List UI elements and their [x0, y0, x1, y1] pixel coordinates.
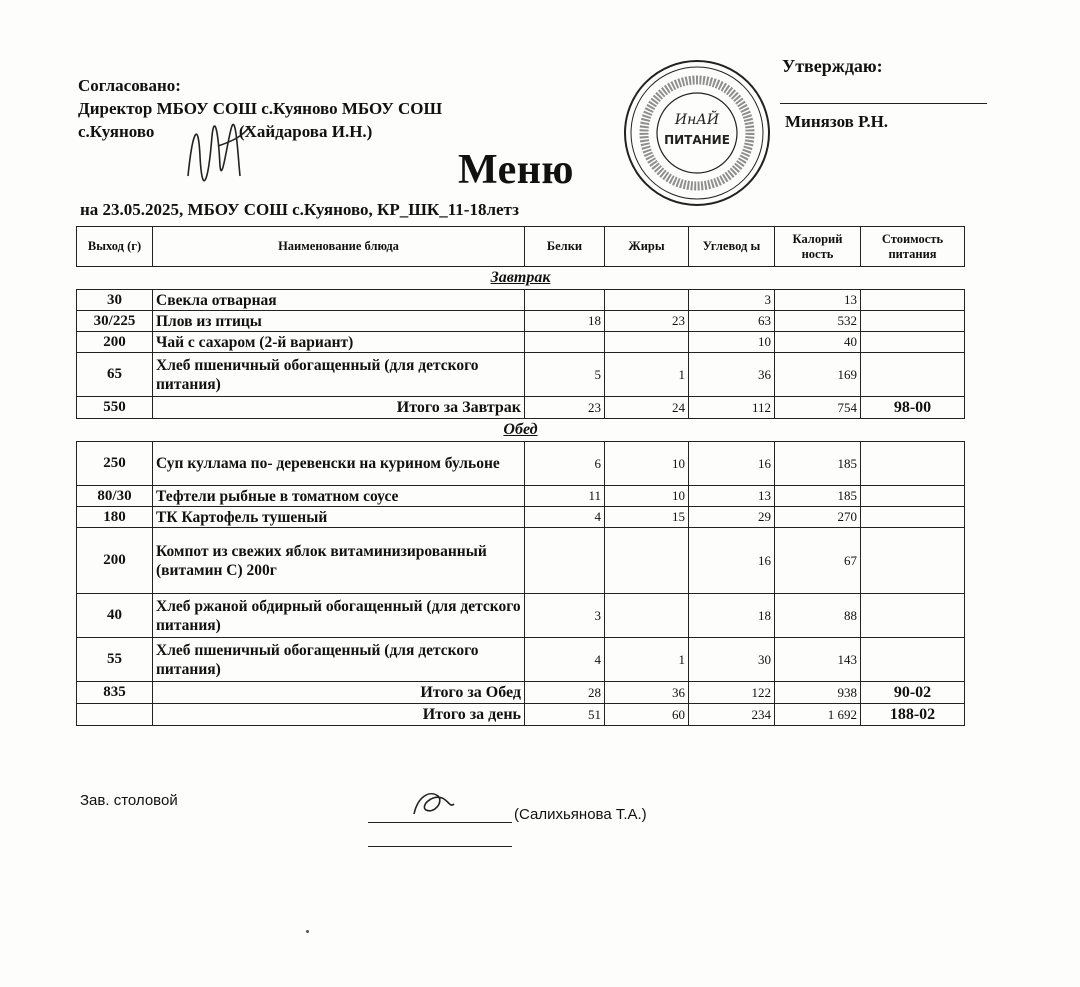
col-header-calories: Калорий ность [775, 227, 861, 267]
agreed-block [78, 74, 442, 143]
cell-dish: Хлеб пшеничный обогащенный (для детского питания) [153, 353, 525, 397]
cell-output-total: 835 [77, 682, 153, 704]
cell-carbs: 16 [689, 528, 775, 594]
cell-calories-total: 754 [775, 397, 861, 419]
col-header-fat: Жиры [605, 227, 689, 267]
cell-calories: 169 [775, 353, 861, 397]
cell-calories: 88 [775, 594, 861, 638]
cell-calories: 532 [775, 311, 861, 332]
approve-signature-line [780, 103, 987, 104]
cell-fat [605, 332, 689, 353]
cell-fat: 1 [605, 353, 689, 397]
cell-calories-total: 938 [775, 682, 861, 704]
stamp-seal-icon [622, 58, 772, 208]
cell-protein [525, 528, 605, 594]
cell-carbs: 36 [689, 353, 775, 397]
cell-fat-day: 60 [605, 704, 689, 726]
cell-dish: Свекла отварная [153, 290, 525, 311]
cell-output: 40 [77, 594, 153, 638]
table-row [77, 332, 965, 353]
cell-calories: 40 [775, 332, 861, 353]
cell-calories: 13 [775, 290, 861, 311]
cell-fat [605, 594, 689, 638]
cell-cost [861, 442, 965, 486]
cell-output: 180 [77, 507, 153, 528]
table-row [77, 290, 965, 311]
cell-dish: Плов из птицы [153, 311, 525, 332]
menu-table [76, 226, 965, 726]
table-row [77, 353, 965, 397]
cell-carbs-day: 234 [689, 704, 775, 726]
cell-cost [861, 332, 965, 353]
cell-dish: ТК Картофель тушеный [153, 507, 525, 528]
cell-carbs: 30 [689, 638, 775, 682]
cell-cost [861, 507, 965, 528]
col-header-output: Выход (г) [77, 227, 153, 267]
agreed-director-name: (Хайдарова И.Н.) [238, 122, 373, 141]
cell-output-total: 550 [77, 397, 153, 419]
svg-text:ИнАЙ: ИнАЙ [674, 112, 720, 128]
breakfast-total-label: Итого за Завтрак [153, 397, 525, 419]
cell-protein [525, 290, 605, 311]
cell-output: 80/30 [77, 486, 153, 507]
cell-calories: 143 [775, 638, 861, 682]
section-title-lunch: Обед [77, 419, 965, 442]
cell-protein: 18 [525, 311, 605, 332]
day-total-label: Итого за день [153, 704, 525, 726]
cell-calories: 270 [775, 507, 861, 528]
cell-carbs-total: 112 [689, 397, 775, 419]
cell-dish: Чай с сахаром (2-й вариант) [153, 332, 525, 353]
cell-dish: Суп куллама по- деревенски на курином бульоне [153, 442, 525, 486]
cell-output: 65 [77, 353, 153, 397]
cell-cost [861, 290, 965, 311]
table-row [77, 311, 965, 332]
col-header-carbs: Углевод ы [689, 227, 775, 267]
cell-fat [605, 528, 689, 594]
cell-dish: Хлеб пшеничный обогащенный (для детского питания) [153, 638, 525, 682]
cell-fat-total: 36 [605, 682, 689, 704]
speck [306, 930, 309, 933]
breakfast-total-row [77, 397, 965, 419]
cell-protein-day: 51 [525, 704, 605, 726]
canteen-head-name: (Салихьянова Т.А.) [514, 806, 647, 823]
cell-protein: 3 [525, 594, 605, 638]
cell-fat: 23 [605, 311, 689, 332]
canteen-head-label: Зав. столовой [80, 792, 178, 809]
agreed-label: Согласовано: [78, 76, 181, 95]
col-header-protein: Белки [525, 227, 605, 267]
section-row [77, 267, 965, 290]
table-row [77, 442, 965, 486]
stamp-text: ПИТАНИЕ [664, 133, 730, 147]
table-row [77, 594, 965, 638]
cell-carbs: 63 [689, 311, 775, 332]
cell-calories: 185 [775, 442, 861, 486]
cell-cost [861, 486, 965, 507]
cell-protein-total: 28 [525, 682, 605, 704]
cell-output-day-total [77, 704, 153, 726]
cell-fat [605, 290, 689, 311]
cell-carbs-total: 122 [689, 682, 775, 704]
cell-carbs: 18 [689, 594, 775, 638]
breakfast-cost: 98-00 [861, 397, 965, 419]
lunch-total-row [77, 682, 965, 704]
lunch-total-label: Итого за Обед [153, 682, 525, 704]
lunch-cost: 90-02 [861, 682, 965, 704]
cell-cost [861, 638, 965, 682]
cell-protein: 11 [525, 486, 605, 507]
cell-fat-total: 24 [605, 397, 689, 419]
cell-output: 200 [77, 332, 153, 353]
cell-protein-total: 23 [525, 397, 605, 419]
cell-carbs: 16 [689, 442, 775, 486]
approve-label: Утверждаю: [782, 56, 883, 76]
cell-dish: Хлеб ржаной обдирный обогащенный (для детского питания) [153, 594, 525, 638]
cell-output: 30/225 [77, 311, 153, 332]
signature-line-2 [368, 846, 512, 847]
cell-dish: Тефтели рыбные в томатном соусе [153, 486, 525, 507]
table-row [77, 507, 965, 528]
agreed-director: Директор МБОУ СОШ с.Куяново МБОУ СОШ [78, 99, 443, 118]
cell-carbs: 13 [689, 486, 775, 507]
cell-cost [861, 528, 965, 594]
cell-cost [861, 311, 965, 332]
cell-dish: Компот из свежих яблок витаминизированный (витамин С) 200г [153, 528, 525, 594]
cell-output: 55 [77, 638, 153, 682]
cell-calories: 185 [775, 486, 861, 507]
section-row [77, 419, 965, 442]
cell-carbs: 29 [689, 507, 775, 528]
col-header-dish: Наименование блюда [153, 227, 525, 267]
cell-fat: 10 [605, 486, 689, 507]
table-row [77, 638, 965, 682]
cell-protein: 4 [525, 507, 605, 528]
cell-output: 200 [77, 528, 153, 594]
agreed-village: с.Куяново [78, 122, 155, 141]
table-header [77, 227, 965, 267]
canteen-head-signature-icon [408, 786, 458, 822]
cell-fat: 10 [605, 442, 689, 486]
day-total-row [77, 704, 965, 726]
cell-fat: 1 [605, 638, 689, 682]
cell-protein: 6 [525, 442, 605, 486]
cell-fat: 15 [605, 507, 689, 528]
approver-name: Минязов Р.Н. [785, 112, 889, 131]
cell-carbs: 3 [689, 290, 775, 311]
cell-output: 250 [77, 442, 153, 486]
col-header-cost: Стоимость питания [861, 227, 965, 267]
agreed-director-line2 [78, 120, 442, 143]
cell-cost [861, 353, 965, 397]
cell-protein: 5 [525, 353, 605, 397]
director-signature-icon [178, 96, 258, 196]
cell-output: 30 [77, 290, 153, 311]
cell-calories-day: 1 692 [775, 704, 861, 726]
cell-cost [861, 594, 965, 638]
page-title: Меню [458, 147, 575, 193]
section-title-breakfast: Завтрак [490, 269, 551, 286]
cell-protein: 4 [525, 638, 605, 682]
table-row [77, 486, 965, 507]
cell-protein [525, 332, 605, 353]
signature-line [368, 822, 512, 823]
cell-calories: 67 [775, 528, 861, 594]
day-cost: 188-02 [861, 704, 965, 726]
table-row [77, 528, 965, 594]
page-subtitle: на 23.05.2025, МБОУ СОШ с.Куяново, КР_ШК_11-18летз [80, 200, 519, 219]
cell-carbs: 10 [689, 332, 775, 353]
